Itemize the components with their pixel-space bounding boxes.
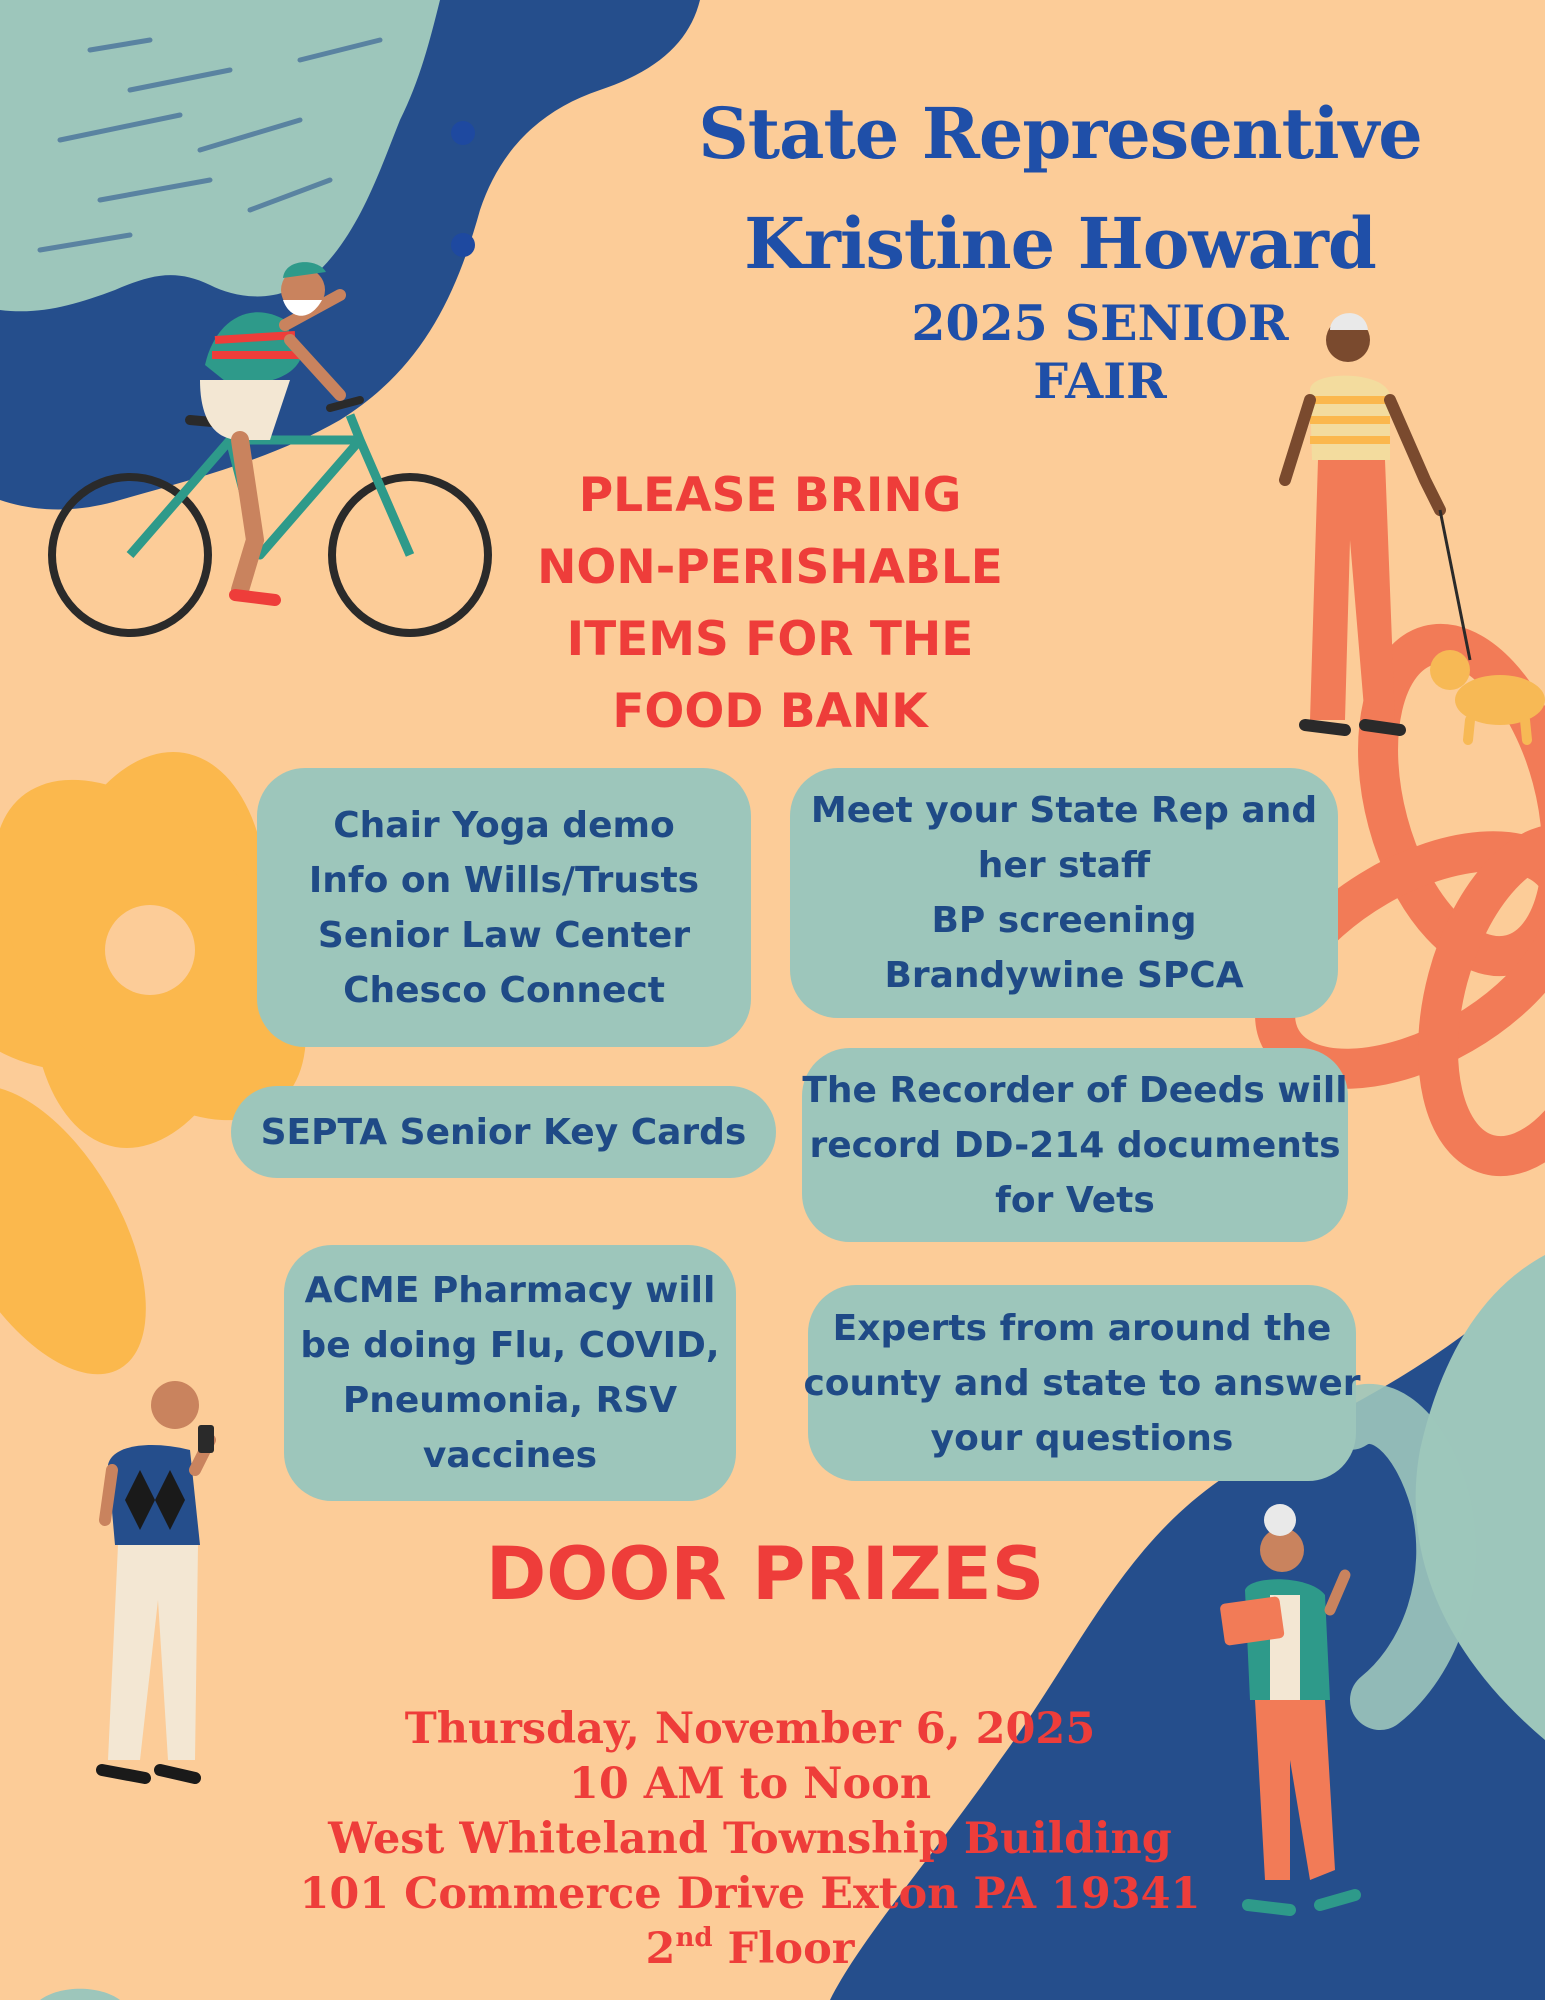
floor-word: Floor	[727, 1924, 855, 1974]
title-name: Kristine Howard	[744, 202, 1376, 285]
box-line: for Vets	[995, 1179, 1155, 1221]
box-recorder-of-deeds	[802, 1048, 1348, 1242]
event-details	[250, 1702, 1250, 1977]
man-with-phone-illustration	[102, 1381, 214, 1778]
event-venue: West Whiteland Township Building	[328, 1814, 1172, 1864]
event-date: Thursday, November 6, 2025	[404, 1704, 1096, 1754]
box-line: SEPTA Senior Key Cards	[260, 1111, 747, 1153]
title-representative: State Representive	[698, 92, 1422, 175]
box-line: Experts from around the	[832, 1307, 1332, 1349]
floor-number: 2	[645, 1924, 676, 1974]
food-bank-notice	[480, 460, 1060, 748]
box-line: ACME Pharmacy will	[304, 1270, 716, 1311]
event-time: 10 AM to Noon	[568, 1759, 932, 1809]
box-line: your questions	[930, 1417, 1234, 1459]
floor-suffix: nd	[675, 1923, 713, 1953]
box-line: be doing Flu, COVID,	[300, 1325, 720, 1366]
box-line: county and state to answer	[803, 1362, 1361, 1404]
food-bank-line: ITEMS FOR THE	[566, 612, 974, 667]
box-line: Chesco Connect	[343, 969, 665, 1011]
box-line: her staff	[977, 845, 1151, 886]
box-line: Meet your State Rep and	[810, 790, 1318, 831]
food-bank-line: PLEASE BRING	[578, 468, 962, 523]
dot	[451, 121, 475, 145]
box-line: Info on Wills/Trusts	[308, 859, 700, 901]
box-meet-rep	[790, 768, 1338, 1018]
event-floor	[250, 1922, 1250, 1977]
box-line: Pneumonia, RSV	[342, 1380, 678, 1421]
subtitle-senior-fair: 2025 SENIOR FAIR	[911, 294, 1289, 410]
box-line: vaccines	[422, 1435, 598, 1476]
box-experts	[803, 1285, 1361, 1481]
food-bank-line: NON-PERISHABLE	[537, 540, 1003, 595]
box-line: The Recorder of Deeds will	[802, 1069, 1348, 1111]
door-prizes-heading: DOOR PRIZES	[485, 1532, 1045, 1617]
box-yoga-wills	[257, 768, 751, 1047]
box-line: Brandywine SPCA	[884, 955, 1244, 996]
event-address: 101 Commerce Drive Exton PA 19341	[299, 1869, 1201, 1919]
box-line: BP screening	[931, 900, 1197, 941]
box-line: record DD-214 documents	[809, 1124, 1341, 1166]
dot	[451, 233, 475, 257]
box-acme-pharmacy	[284, 1245, 736, 1501]
box-line: Senior Law Center	[317, 914, 691, 956]
food-bank-line: FOOD BANK	[612, 684, 928, 739]
box-septa	[231, 1086, 776, 1178]
box-line: Chair Yoga demo	[333, 804, 675, 846]
